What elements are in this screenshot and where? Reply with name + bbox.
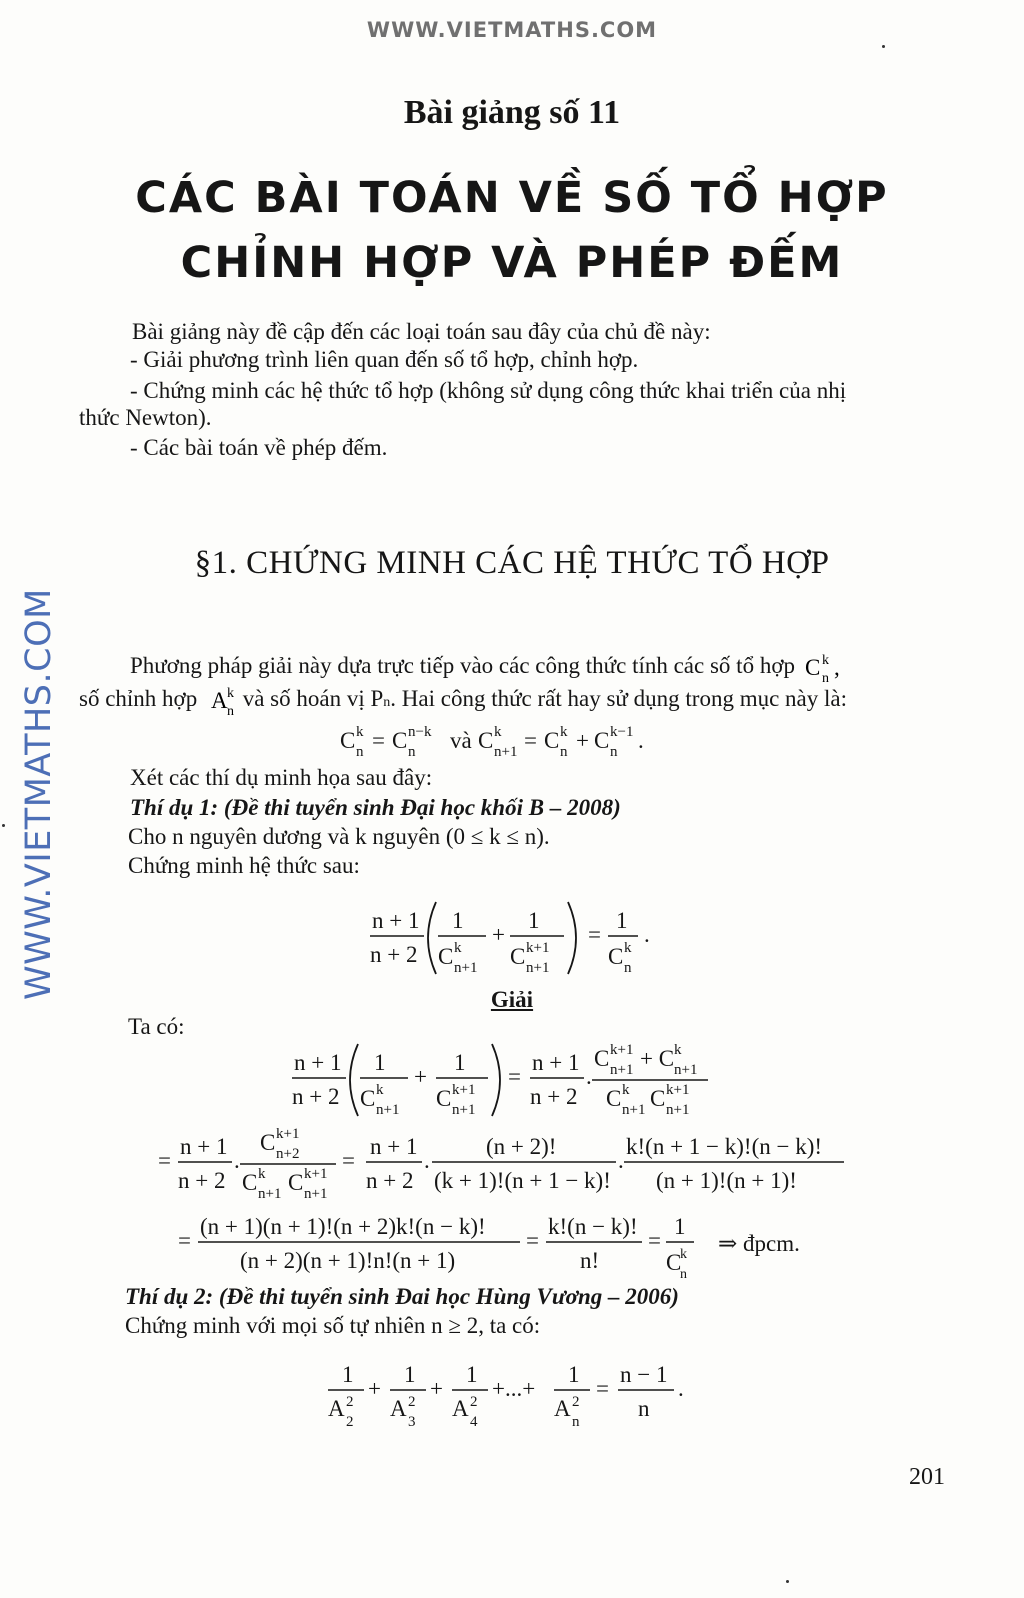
side-watermark: WWW.VIETMATHS.COM — [19, 588, 59, 1000]
svg-text:n: n — [680, 1267, 687, 1282]
svg-text:1: 1 — [674, 1214, 686, 1239]
svg-text:k: k — [454, 940, 462, 956]
svg-text:.: . — [644, 922, 650, 947]
svg-text:C: C — [594, 1046, 610, 1071]
svg-text:1: 1 — [452, 908, 464, 933]
svg-text:n + 1: n + 1 — [294, 1050, 342, 1075]
svg-text:k+1: k+1 — [452, 1082, 476, 1098]
svg-text:4: 4 — [470, 1414, 478, 1430]
svg-text:2: 2 — [470, 1394, 478, 1410]
svg-text:=: = — [372, 728, 385, 753]
svg-text:=: = — [158, 1148, 171, 1173]
svg-text:n+1: n+1 — [304, 1186, 328, 1202]
svg-text:A: A — [554, 1396, 571, 1421]
svg-text:n + 2: n + 2 — [530, 1084, 578, 1109]
svg-text:n+1: n+1 — [622, 1102, 646, 1118]
site-header: WWW.VIETMATHS.COM — [366, 18, 658, 42]
svg-text:=: = — [342, 1148, 355, 1173]
intro-line: - Các bài toán về phép đếm. — [130, 435, 388, 460]
solution-label: Giải — [490, 987, 534, 1012]
svg-text:.: . — [618, 1148, 624, 1173]
svg-text:C: C — [360, 1086, 376, 1111]
svg-text:C: C — [650, 1086, 666, 1111]
svg-text:n: n — [821, 671, 829, 686]
svg-text:n + 1: n + 1 — [532, 1050, 580, 1075]
svg-text:k: k — [624, 940, 632, 956]
svg-text:+: + — [576, 728, 589, 753]
svg-text:2: 2 — [572, 1394, 580, 1410]
svg-text:k: k — [494, 724, 502, 740]
example1-line: Chứng minh hệ thức sau: — [128, 853, 360, 878]
svg-text:2: 2 — [346, 1394, 354, 1410]
svg-text:(n + 1)(n + 1)!(n + 2)k!(n − k: (n + 1)(n + 1)!(n + 2)k!(n − k)! — [200, 1214, 486, 1239]
svg-text:n+1: n+1 — [494, 744, 518, 760]
svg-text:+: + — [492, 922, 505, 947]
svg-text:C: C — [510, 944, 526, 969]
svg-text:n+1: n+1 — [452, 1102, 476, 1118]
svg-text:1: 1 — [404, 1362, 416, 1387]
svg-text:C: C — [606, 1086, 622, 1111]
svg-text:1: 1 — [568, 1362, 580, 1387]
svg-text:k+1: k+1 — [610, 1042, 634, 1058]
example1-title: Thí dụ 1: (Đề thi tuyển sinh Đại học khối B – 2008) — [130, 795, 621, 820]
svg-text:k: k — [376, 1082, 384, 1098]
svg-text:k: k — [356, 724, 364, 740]
intro-line: - Chứng minh các hệ thức tổ hợp (không sử dụng công thức khai triển của nhị — [130, 378, 847, 403]
svg-text:1: 1 — [342, 1362, 354, 1387]
example1-line: Cho n nguyên dương và k nguyên (0 ≤ k ≤ n). — [128, 824, 550, 849]
svg-text:C: C — [804, 655, 821, 680]
svg-text:A: A — [390, 1396, 407, 1421]
svg-text:=: = — [596, 1376, 609, 1401]
solution-step1 — [290, 1040, 740, 1124]
svg-text:n+1: n+1 — [666, 1102, 690, 1118]
svg-text:=: = — [526, 1228, 539, 1253]
section-heading: §1. CHỨNG MINH CÁC HỆ THỨC TỔ HỢP — [194, 545, 830, 581]
lecture-title-line1: CÁC BÀI TOÁN VỀ SỐ TỔ HỢP — [135, 173, 889, 223]
svg-text:n: n — [610, 744, 618, 760]
intro-line: thức Newton). — [79, 405, 212, 430]
svg-text:(n + 2)(n + 1)!n!(n + 1): (n + 2)(n + 1)!n!(n + 1) — [240, 1248, 456, 1273]
svg-text:C: C — [260, 1130, 276, 1155]
scan-speck — [2, 824, 5, 827]
svg-text:C: C — [608, 944, 624, 969]
svg-text:n+1: n+1 — [454, 960, 478, 976]
svg-text:+: + — [368, 1376, 381, 1401]
svg-text:n + 2: n + 2 — [366, 1168, 414, 1193]
svg-text:n+1: n+1 — [526, 960, 550, 976]
svg-text:k: k — [821, 653, 829, 668]
svg-text:n+2: n+2 — [276, 1146, 300, 1162]
svg-text:+: + — [414, 1064, 427, 1089]
svg-text:k+1: k+1 — [526, 940, 550, 956]
svg-text:n+1: n+1 — [258, 1186, 282, 1202]
svg-text:A: A — [328, 1396, 345, 1421]
lecture-title-line2: CHỈNH HỢP VÀ PHÉP ĐẾM — [180, 238, 844, 288]
page-number: 201 — [909, 1464, 945, 1490]
svg-text:k−1: k−1 — [610, 724, 634, 740]
svg-text:C: C — [544, 728, 560, 753]
svg-text:=: = — [508, 1064, 521, 1089]
svg-text:C: C — [436, 1086, 452, 1111]
scan-speck — [882, 45, 885, 48]
lecture-number: Bài giảng số 11 — [403, 94, 621, 131]
svg-text:(n + 1)!(n + 1)!: (n + 1)!(n + 1)! — [656, 1168, 797, 1193]
svg-text:=: = — [588, 922, 601, 947]
solution-step3 — [176, 1204, 696, 1288]
dpcm-conclusion: ⇒ đpcm. — [718, 1231, 800, 1256]
svg-text:,: , — [833, 655, 840, 680]
solution-step2 — [156, 1124, 856, 1208]
svg-text:k+1: k+1 — [666, 1082, 690, 1098]
svg-text:C: C — [242, 1170, 258, 1195]
svg-text:=: = — [524, 728, 537, 753]
svg-text:n: n — [226, 704, 234, 719]
svg-text:2: 2 — [346, 1414, 354, 1430]
method-text: và số hoán vị P — [242, 686, 384, 711]
svg-text:.: . — [586, 1064, 592, 1089]
example2-title: Thí dụ 2: (Đề thi tuyển sinh Đai học Hùng Vương – 2006) — [125, 1284, 679, 1309]
svg-text:=: = — [648, 1228, 661, 1253]
method-text: số chỉnh hợp — [79, 686, 198, 711]
svg-text:n!: n! — [580, 1248, 600, 1273]
svg-text:k: k — [622, 1082, 630, 1098]
svg-text:n + 1: n + 1 — [370, 1134, 418, 1159]
svg-text:2: 2 — [408, 1394, 416, 1410]
svg-text:C: C — [288, 1170, 304, 1195]
svg-text:n + 2: n + 2 — [370, 942, 418, 967]
svg-text:3: 3 — [408, 1414, 416, 1430]
svg-text:n: n — [624, 960, 632, 976]
svg-text:k+1: k+1 — [304, 1166, 328, 1182]
svg-text:C: C — [666, 1250, 682, 1275]
svg-text:n + 1: n + 1 — [372, 908, 420, 933]
svg-text:(k + 1)!(n + 1 − k)!: (k + 1)!(n + 1 − k)! — [434, 1168, 611, 1193]
svg-text:+: + — [430, 1376, 443, 1401]
svg-text:n + 1: n + 1 — [180, 1134, 228, 1159]
svg-text:k: k — [680, 1247, 687, 1262]
svg-text:n: n — [638, 1396, 650, 1421]
svg-text:1: 1 — [528, 908, 540, 933]
svg-text:n + 2: n + 2 — [292, 1084, 340, 1109]
and-word: và — [450, 728, 472, 753]
svg-text:C: C — [594, 728, 610, 753]
svg-text:n+1: n+1 — [674, 1062, 698, 1078]
examples-intro: Xét các thí dụ minh họa sau đây: — [130, 765, 433, 790]
svg-text:.: . — [424, 1148, 430, 1173]
svg-text:k: k — [674, 1042, 682, 1058]
svg-text:n+1: n+1 — [376, 1102, 400, 1118]
svg-text:n−k: n−k — [408, 724, 432, 740]
svg-text:(n + 2)!: (n + 2)! — [486, 1134, 557, 1159]
svg-text:.: . — [678, 1376, 684, 1401]
svg-text:n: n — [572, 1414, 580, 1430]
svg-text:k: k — [226, 686, 234, 701]
example2-line: Chứng minh với mọi số tự nhiên n ≥ 2, ta có: — [125, 1313, 541, 1338]
svg-text:1: 1 — [616, 908, 628, 933]
svg-text:C: C — [438, 944, 454, 969]
svg-text:+...+: +...+ — [492, 1376, 536, 1401]
svg-text:C: C — [478, 728, 494, 753]
svg-text:C: C — [392, 728, 408, 753]
method-paragraph-line2: số chỉnh hợp A k n và số hoán vị Pn. Hai công thức rất hay sử dụng trong mục này là: — [79, 686, 847, 719]
example2-formula — [328, 1352, 708, 1436]
method-text: Phương pháp giải này dựa trực tiếp vào các công thức tính các số tổ hợp — [130, 653, 795, 678]
svg-text:.: . — [638, 728, 644, 753]
formula-c-n-k — [801, 651, 849, 687]
ta-co-label: Ta có: — [128, 1014, 185, 1039]
svg-text:+ C: + C — [640, 1046, 675, 1071]
svg-text:k+1: k+1 — [276, 1126, 300, 1142]
svg-text:n+1: n+1 — [610, 1062, 634, 1078]
svg-text:k: k — [258, 1166, 266, 1182]
svg-text:1: 1 — [466, 1362, 478, 1387]
method-text: . Hai công thức rất hay sử dụng trong mục này là: — [390, 686, 847, 711]
svg-text:n − 1: n − 1 — [620, 1362, 668, 1387]
svg-text:k!(n − k)!: k!(n − k)! — [548, 1214, 638, 1239]
svg-text:k!(n + 1 − k)!(n − k)!: k!(n + 1 − k)!(n − k)! — [626, 1134, 823, 1159]
svg-text:k: k — [560, 724, 568, 740]
formula-a-n-k — [203, 684, 237, 720]
intro-line: Bài giảng này đề cập đến các loại toán sau đây của chủ đề này: — [132, 319, 711, 344]
svg-text:C: C — [340, 728, 356, 753]
intro-line: - Giải phương trình liên quan đến số tổ hợp, chỉnh hợp. — [130, 347, 639, 372]
svg-text:A: A — [452, 1396, 469, 1421]
svg-text:n: n — [408, 744, 416, 760]
svg-text:=: = — [178, 1228, 191, 1253]
example1-statement-formula — [368, 898, 668, 980]
svg-text:1: 1 — [374, 1050, 386, 1075]
svg-text:.: . — [234, 1148, 240, 1173]
svg-text:n: n — [356, 744, 364, 760]
svg-text:1: 1 — [454, 1050, 466, 1075]
svg-text:n: n — [560, 744, 568, 760]
svg-text:n + 2: n + 2 — [178, 1168, 226, 1193]
method-paragraph-line1 — [130, 651, 849, 687]
identity-formulas — [338, 722, 698, 766]
scan-speck — [786, 1580, 789, 1583]
svg-text:A: A — [210, 688, 228, 713]
